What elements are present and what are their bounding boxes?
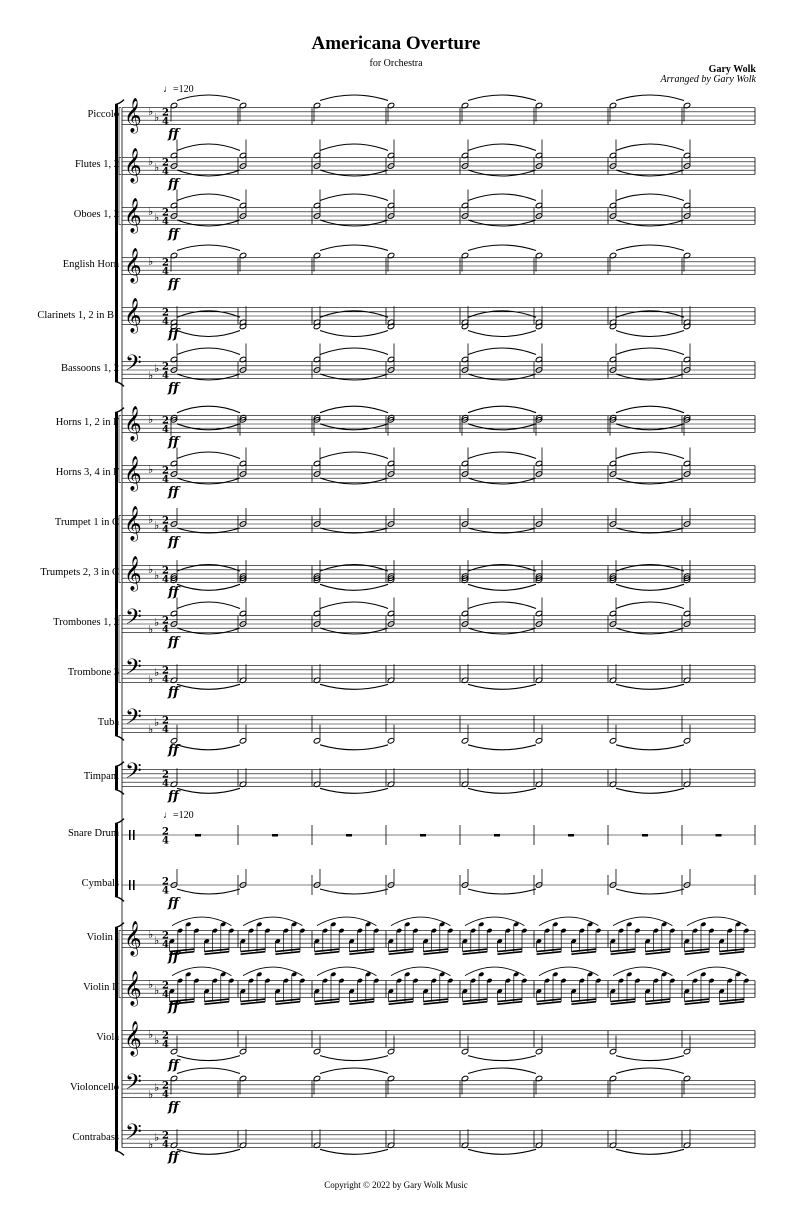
sub-bracket <box>119 931 121 998</box>
treble-clef-icon: 𝄞 <box>124 1021 142 1056</box>
tie <box>320 788 388 793</box>
dynamic-ff: ff <box>168 685 179 700</box>
bass-clef-icon: 𝄢 <box>125 759 142 789</box>
staff-flutes-1-2 <box>122 140 755 193</box>
time-sig-top: 2 <box>162 715 169 727</box>
staff-violin-i <box>122 917 755 965</box>
tie <box>177 406 240 413</box>
staff-trumpet-1-in-c <box>122 506 755 550</box>
tie <box>177 348 240 355</box>
instrument-label: Contrabass <box>72 1132 119 1143</box>
tie <box>468 170 536 176</box>
tie <box>616 331 684 337</box>
bass-clef-icon: 𝄢 <box>125 705 142 735</box>
time-sig-top: 2 <box>162 769 169 781</box>
tie <box>616 452 684 459</box>
flat-icon: ♭ <box>154 519 160 533</box>
sub-bracket <box>119 416 121 483</box>
time-sig-top: 2 <box>162 415 169 427</box>
tie <box>320 628 388 634</box>
time-sig-bottom: 4 <box>162 574 169 586</box>
instrument-label: Trombones 1, 2 <box>53 617 119 628</box>
bass-clef-icon: 𝄢 <box>125 351 142 381</box>
flat-icon: ♭ <box>148 1138 154 1152</box>
staff-bassoons-1-2 <box>122 344 755 397</box>
tie <box>468 1149 536 1154</box>
score-subtitle: for Orchestra <box>369 58 423 69</box>
tie <box>468 144 536 151</box>
treble-clef-icon: 𝄞 <box>124 556 142 591</box>
instrument-label: Bassoons 1, 2 <box>60 363 119 374</box>
tie <box>468 348 536 355</box>
flat-icon: ♭ <box>154 569 160 583</box>
time-sig-bottom: 4 <box>162 724 169 736</box>
tie <box>177 788 240 793</box>
flat-icon: ♭ <box>154 361 160 375</box>
tie <box>468 745 536 750</box>
percussion-clef-icon <box>129 830 131 840</box>
staff-violin-ii <box>122 967 755 1015</box>
tie <box>468 628 536 634</box>
tie <box>616 144 684 151</box>
tie <box>616 602 684 609</box>
dynamic-ff: ff <box>168 277 179 292</box>
instrument-label: Piccolo <box>87 109 119 120</box>
time-sig-bottom: 4 <box>162 474 169 486</box>
tie <box>468 194 536 201</box>
staff-tuba <box>122 705 755 758</box>
tie <box>177 331 240 337</box>
instrument-label: Violoncello <box>70 1082 119 1093</box>
dynamic-ff: ff <box>168 177 179 192</box>
treble-clef-icon: 𝄞 <box>124 298 142 333</box>
tie <box>468 684 536 689</box>
dynamic-ff: ff <box>168 1150 179 1165</box>
tie <box>468 220 536 226</box>
tie <box>320 170 388 176</box>
dynamic-ff: ff <box>168 127 179 142</box>
dynamic-ff: ff <box>168 227 179 242</box>
time-sig-bottom: 4 <box>162 116 169 128</box>
tie <box>616 348 684 355</box>
time-sig-bottom: 4 <box>162 524 169 536</box>
arranger-credit: Arranged by Gary Wolk <box>660 74 756 85</box>
half-rest-icon <box>568 834 574 837</box>
instrument-label: Trumpet 1 in C <box>54 517 119 528</box>
tie <box>320 1068 388 1074</box>
half-rest-icon <box>420 834 426 837</box>
time-sig-top: 2 <box>162 876 169 888</box>
tie <box>616 424 684 430</box>
flat-icon: ♭ <box>148 673 154 687</box>
instrument-label: Timpani <box>83 771 119 782</box>
flat-icon: ♭ <box>148 562 154 576</box>
dynamic-ff: ff <box>168 896 179 911</box>
tie <box>468 452 536 459</box>
staff-snare-drum <box>122 825 755 847</box>
flat-icon: ♭ <box>148 204 154 218</box>
tie <box>177 478 240 484</box>
dynamic-ff: ff <box>168 485 179 500</box>
tie <box>177 374 240 380</box>
bass-clef-icon: 𝄢 <box>125 1120 142 1150</box>
time-sig-top: 2 <box>162 1080 169 1092</box>
instrument-label: Flutes 1, 2 <box>74 159 119 170</box>
flat-icon: ♭ <box>148 369 154 383</box>
flat-icon: ♭ <box>148 977 154 991</box>
flat-icon: ♭ <box>148 104 154 118</box>
time-sig-bottom: 4 <box>162 166 169 178</box>
dynamic-ff: ff <box>168 1000 179 1015</box>
half-rest-icon <box>346 834 352 837</box>
staff-english-horn <box>122 245 755 292</box>
tie <box>320 95 388 101</box>
tie <box>177 452 240 459</box>
bass-clef-icon: 𝄢 <box>125 605 142 635</box>
tie <box>468 584 536 590</box>
tie <box>468 331 536 337</box>
treble-clef-icon: 𝄞 <box>124 406 142 441</box>
tie <box>616 95 684 101</box>
instrument-label: Violin II <box>83 982 119 993</box>
tie <box>177 1056 240 1061</box>
time-sig-bottom: 4 <box>162 674 169 686</box>
tie <box>177 628 240 634</box>
flat-icon: ♭ <box>148 1088 154 1102</box>
dynamic-ff: ff <box>168 1100 179 1115</box>
flat-icon: ♭ <box>154 665 160 679</box>
instrument-label: English Horn <box>62 259 119 270</box>
tie <box>177 144 240 151</box>
dynamic-ff: ff <box>168 789 179 804</box>
instrument-label: Clarinets 1, 2 in B♭ <box>37 310 119 321</box>
tie <box>320 406 388 413</box>
treble-clef-icon: 𝄞 <box>124 506 142 541</box>
half-rest-icon <box>642 834 648 837</box>
flat-icon: ♭ <box>154 211 160 225</box>
treble-clef-icon: 𝄞 <box>124 98 142 133</box>
tie <box>616 584 684 590</box>
tie <box>468 245 536 251</box>
tie <box>468 1056 536 1061</box>
tie <box>468 424 536 430</box>
staff-trombones-1-2 <box>122 598 755 651</box>
bass-clef-icon: 𝄢 <box>125 655 142 685</box>
staff-cymbals <box>122 869 755 911</box>
staff-timpani <box>122 759 755 804</box>
instrument-label: Tuba <box>97 717 119 728</box>
tie <box>616 1149 684 1154</box>
tie <box>177 1068 240 1074</box>
tie <box>320 144 388 151</box>
tie <box>320 374 388 380</box>
tie <box>616 374 684 380</box>
time-sig-top: 2 <box>162 1030 169 1042</box>
tie <box>177 889 240 894</box>
time-sig-top: 2 <box>162 465 169 477</box>
flat-icon: ♭ <box>154 1080 160 1094</box>
time-sig-bottom: 4 <box>162 885 169 897</box>
tie <box>177 194 240 201</box>
tie <box>616 745 684 750</box>
tie <box>616 478 684 484</box>
flat-icon: ♭ <box>148 412 154 426</box>
instrument-label: Oboes 1, 2 <box>73 209 119 220</box>
tie <box>177 220 240 226</box>
time-sig-top: 2 <box>162 157 169 169</box>
tie <box>320 584 388 590</box>
tie <box>616 788 684 793</box>
tie <box>177 584 240 590</box>
tie <box>177 424 240 430</box>
dynamic-ff: ff <box>168 327 179 342</box>
flat-icon: ♭ <box>154 111 160 125</box>
tempo-marking: ♩=120 <box>163 810 194 821</box>
instrument-label: Horns 1, 2 in F <box>55 417 119 428</box>
instrument-label: Viola <box>96 1032 119 1043</box>
time-sig-top: 2 <box>162 615 169 627</box>
time-sig-top: 2 <box>162 361 169 373</box>
treble-clef-icon: 𝄞 <box>124 198 142 233</box>
half-rest-icon <box>195 834 201 837</box>
time-sig-top: 2 <box>162 1130 169 1142</box>
time-sig-bottom: 4 <box>162 624 169 636</box>
staff-oboes-1-2 <box>122 190 755 243</box>
treble-clef-icon: 𝄞 <box>124 456 142 491</box>
tie <box>616 220 684 226</box>
time-sig-bottom: 4 <box>162 1089 169 1101</box>
time-sig-bottom: 4 <box>162 1039 169 1051</box>
tie <box>177 1149 240 1154</box>
time-sig-bottom: 4 <box>162 216 169 228</box>
treble-clef-icon: 𝄞 <box>124 971 142 1006</box>
time-sig-bottom: 4 <box>162 1139 169 1151</box>
flat-icon: ♭ <box>148 154 154 168</box>
time-sig-bottom: 4 <box>162 370 169 382</box>
flat-icon: ♭ <box>154 715 160 729</box>
tie <box>616 170 684 176</box>
tie <box>320 1056 388 1061</box>
tie <box>468 95 536 101</box>
tie <box>468 478 536 484</box>
copyright-notice: Copyright © 2022 by Gary Wolk Music <box>324 1180 468 1190</box>
flat-icon: ♭ <box>148 462 154 476</box>
time-sig-bottom: 4 <box>162 424 169 436</box>
tie <box>616 1056 684 1061</box>
flat-icon: ♭ <box>148 623 154 637</box>
tie <box>320 452 388 459</box>
instrument-label: Trumpets 2, 3 in C <box>40 567 119 578</box>
staff-piccolo <box>122 95 755 142</box>
half-rest-icon <box>494 834 500 837</box>
time-sig-bottom: 4 <box>162 835 169 847</box>
half-rest-icon <box>272 834 278 837</box>
time-sig-top: 2 <box>162 207 169 219</box>
tie <box>616 194 684 201</box>
time-sig-bottom: 4 <box>162 266 169 278</box>
treble-clef-icon: 𝄞 <box>124 148 142 183</box>
tie <box>616 1068 684 1074</box>
dynamic-ff: ff <box>168 950 179 965</box>
tie <box>616 406 684 413</box>
tie <box>616 889 684 894</box>
dynamic-ff: ff <box>168 585 179 600</box>
flat-icon: ♭ <box>154 984 160 998</box>
tie <box>320 684 388 689</box>
time-sig-top: 2 <box>162 565 169 577</box>
flat-icon: ♭ <box>154 1130 160 1144</box>
tie <box>177 245 240 251</box>
dynamic-ff: ff <box>168 435 179 450</box>
flat-icon: ♭ <box>154 1034 160 1048</box>
time-sig-top: 2 <box>162 307 169 319</box>
tie <box>468 406 536 413</box>
flat-icon: ♭ <box>148 512 154 526</box>
tie <box>177 684 240 689</box>
bracket-woodwinds <box>115 105 118 382</box>
flat-icon: ♭ <box>154 934 160 948</box>
quarter-note-icon: ♩ <box>163 810 173 821</box>
tie <box>320 194 388 201</box>
percussion-clef-icon <box>129 880 131 890</box>
tie <box>616 684 684 689</box>
dynamic-ff: ff <box>168 1058 179 1073</box>
sub-bracket <box>119 158 121 225</box>
dynamic-ff: ff <box>168 381 179 396</box>
flat-icon: ♭ <box>148 927 154 941</box>
staff-violoncello <box>122 1068 755 1115</box>
time-sig-top: 2 <box>162 930 169 942</box>
composer-credit: Gary Wolk <box>708 64 756 75</box>
treble-clef-icon: 𝄞 <box>124 921 142 956</box>
staff-trombone-3 <box>122 655 755 700</box>
tie <box>320 331 388 337</box>
tie <box>320 602 388 609</box>
treble-clef-icon: 𝄞 <box>124 248 142 283</box>
sub-bracket <box>119 616 121 683</box>
staff-horns-1-2-in-f <box>122 406 755 450</box>
tie <box>320 245 388 251</box>
bass-clef-icon: 𝄢 <box>125 1070 142 1100</box>
time-sig-top: 2 <box>162 826 169 838</box>
flat-icon: ♭ <box>148 254 154 268</box>
tie <box>468 1068 536 1074</box>
tie <box>468 374 536 380</box>
tie <box>177 745 240 750</box>
flat-icon: ♭ <box>154 615 160 629</box>
time-sig-top: 2 <box>162 107 169 119</box>
staff-clarinets-1-2-in-b- <box>122 298 755 342</box>
time-sig-bottom: 4 <box>162 939 169 951</box>
time-sig-bottom: 4 <box>162 316 169 328</box>
tie <box>320 424 388 430</box>
dynamic-ff: ff <box>168 635 179 650</box>
tie <box>468 602 536 609</box>
tie <box>320 745 388 750</box>
staff-contrabass <box>122 1120 755 1165</box>
instrument-label: Horns 3, 4 in F <box>55 467 119 478</box>
time-sig-top: 2 <box>162 980 169 992</box>
instrument-label: Violin I <box>86 932 119 943</box>
tempo-marking: ♩=120 <box>163 84 194 95</box>
tie <box>177 95 240 101</box>
sub-bracket <box>119 516 121 583</box>
instrument-label: Snare Drum <box>67 828 119 839</box>
half-rest-icon <box>716 834 722 837</box>
tie <box>320 478 388 484</box>
tie <box>320 889 388 894</box>
tie <box>177 602 240 609</box>
tie <box>616 245 684 251</box>
time-sig-bottom: 4 <box>162 989 169 1001</box>
flat-icon: ♭ <box>148 723 154 737</box>
staff-trumpets-2-3-in-c <box>122 556 755 600</box>
time-sig-top: 2 <box>162 515 169 527</box>
tie <box>320 220 388 226</box>
instrument-label: Cymbals <box>81 878 119 889</box>
flat-icon: ♭ <box>148 1027 154 1041</box>
staff-horns-3-4-in-f <box>122 448 755 501</box>
tie <box>468 889 536 894</box>
tie <box>320 1149 388 1154</box>
dynamic-ff: ff <box>168 743 179 758</box>
tie <box>320 348 388 355</box>
staff-viola <box>122 1021 755 1073</box>
quarter-note-icon: ♩ <box>163 84 173 95</box>
dynamic-ff: ff <box>168 535 179 550</box>
instrument-label: Trombone 3 <box>67 667 119 678</box>
time-sig-top: 2 <box>162 257 169 269</box>
time-sig-bottom: 4 <box>162 778 169 790</box>
score-title: Americana Overture <box>311 33 481 54</box>
tie <box>616 628 684 634</box>
tie <box>468 788 536 793</box>
flat-icon: ♭ <box>154 161 160 175</box>
tie <box>177 170 240 176</box>
time-sig-top: 2 <box>162 665 169 677</box>
